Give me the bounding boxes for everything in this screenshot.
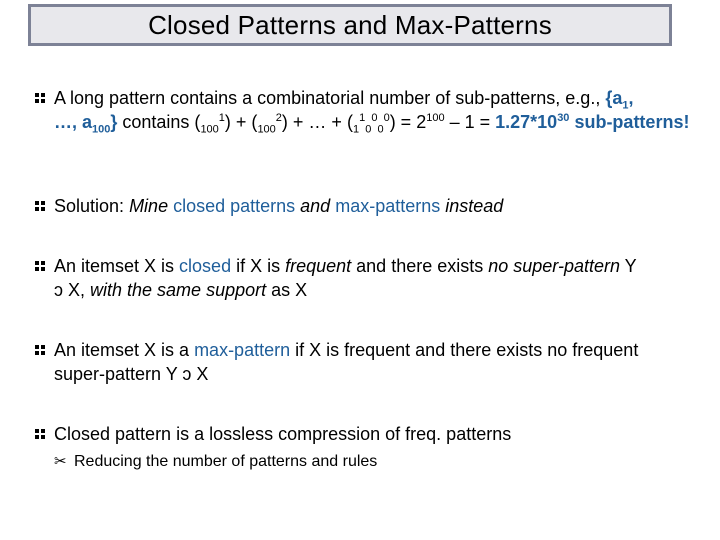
bullet-text: Closed pattern is a lossless compression of freq. patterns xyxy=(54,424,512,444)
bullet-max-definition xyxy=(34,338,694,386)
bullet-combinatorial xyxy=(34,86,694,134)
bullet-text: An itemset X is a max-pattern if X is frequent and there exists no frequent super-pattern Y ↄ X xyxy=(54,340,639,384)
sub-bullet-text: Reducing the number of patterns and rules xyxy=(74,453,378,470)
slide-title: Closed Patterns and Max-Patterns xyxy=(148,9,552,40)
square-bullet-icon xyxy=(34,428,46,440)
bullet-closed-definition xyxy=(34,254,694,302)
square-bullet-icon xyxy=(34,200,46,212)
square-bullet-icon xyxy=(34,92,46,104)
scissors-icon: ✂ xyxy=(54,453,67,470)
bullet-solution xyxy=(34,194,694,218)
sub-bullet-reducing xyxy=(54,451,377,473)
bullet-text: Solution: Mine closed patterns and max-patterns instead xyxy=(54,196,504,216)
bullet-text: A long pattern contains a combinatorial number of sub-patterns, e.g., {$a_1$, …, $a_{100}$} contains $(_{100}^1) + (_{100}^2)$ + … + $(_1^1_0^0_0^0) = 2^{100} - 1 = 1.27*10^{30}$ sub-patterns! xyxy=(54,88,690,136)
square-bullet-icon xyxy=(34,344,46,356)
bullet-text: An itemset X is closed if X is frequent and there exists no super-pattern Y ↄ X, with the same support as X xyxy=(54,256,637,300)
title-box xyxy=(28,4,672,46)
bullet-lossless xyxy=(34,422,694,446)
square-bullet-icon xyxy=(34,260,46,272)
